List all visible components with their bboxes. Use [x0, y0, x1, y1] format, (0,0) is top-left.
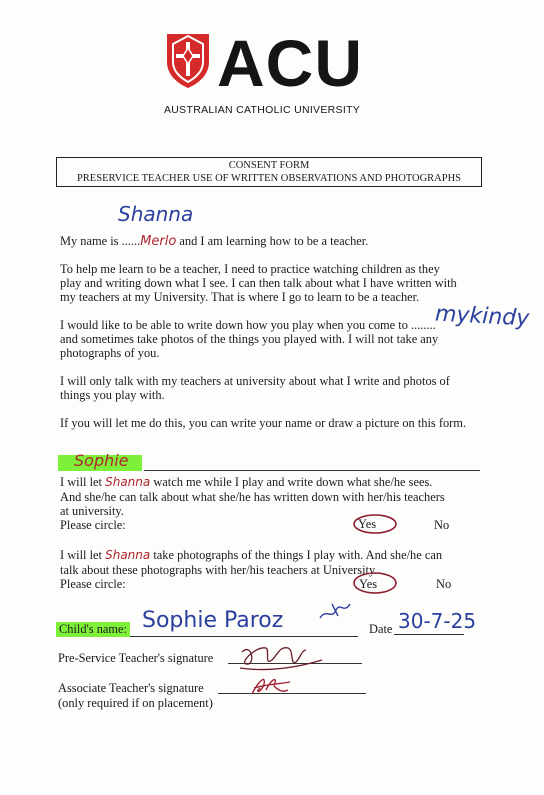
- no-option-2[interactable]: No: [436, 577, 452, 591]
- associate-signature-label: Associate Teacher's signature: [58, 681, 204, 695]
- handwritten-child-first-name: Sophie: [74, 451, 129, 470]
- obs-suffix: watch me while I play and write down what she/he sees.: [150, 475, 433, 489]
- shield-icon: [165, 32, 211, 90]
- para3-line3: photographs of you.: [60, 346, 160, 360]
- obs-line1: [60, 475, 432, 490]
- logo-subtitle: AUSTRALIAN CATHOLIC UNIVERSITY: [164, 104, 361, 116]
- logo-wordmark: ACU: [217, 26, 363, 100]
- obs-line2: And she/he can talk about what she/he has written down with her/his teachers: [60, 490, 445, 504]
- handwritten-last-name: Merlo: [140, 234, 177, 249]
- date-handwritten: 30-7-25: [398, 609, 477, 633]
- associate-note: (only required if on placement): [58, 696, 213, 710]
- preservice-signature-label: Pre-Service Teacher's signature: [58, 651, 214, 665]
- associate-signature-image: [244, 670, 294, 700]
- please-circle-label: Please circle:: [60, 518, 126, 532]
- child-name-label: Child's name:: [59, 622, 127, 636]
- form-title: CONSENT FORM: [228, 160, 310, 171]
- obs-line3: at university.: [60, 504, 124, 518]
- yes-circle-mark: [352, 512, 398, 536]
- yes-option[interactable]: Yes: [358, 517, 377, 531]
- no-option[interactable]: No: [434, 518, 450, 532]
- name-sentence: [60, 234, 368, 249]
- yes-option-2[interactable]: Yes: [359, 577, 378, 591]
- photo-suffix: take photographs of the things I play with. And she/he can: [150, 548, 443, 562]
- child-name-handwritten: Sophie Paroz: [142, 608, 284, 633]
- photo-line1: [60, 548, 442, 563]
- please-circle-label-2: Please circle:: [60, 577, 126, 591]
- name-suffix: and I am learning how to be a teacher.: [176, 234, 369, 248]
- form-title-box: [56, 157, 482, 187]
- form-subtitle: PRESERVICE TEACHER USE OF WRITTEN OBSERVATIONS AND PHOTOGRAPHS: [76, 173, 462, 184]
- name-prefix: My name is ......: [60, 234, 141, 248]
- acu-logo: [164, 26, 385, 122]
- photo-line2: talk about these photographs with her/his teachers at University.: [60, 563, 378, 577]
- handwritten-first-name: Shanna: [118, 202, 194, 226]
- para3-line1: I would like to be able to write down how you play when you come to ........: [60, 318, 436, 332]
- para3-line2: and sometimes take photos of the things you played with. I will not take any: [60, 332, 439, 346]
- date-label: Date: [369, 622, 393, 636]
- obs-handwritten-name: Shanna: [105, 475, 151, 489]
- para2-line1: To help me learn to be a teacher, I need to practice watching children as they: [60, 262, 440, 276]
- para2-line2: play and writing down what I see. I can then talk about what I have written with: [60, 276, 457, 290]
- photo-handwritten-name: Shanna: [105, 548, 151, 562]
- yes-circle-mark-2: [352, 570, 398, 596]
- para2-line3: my teachers at my University. That is where I go to learn to be a teacher.: [60, 290, 420, 304]
- obs-prefix: I will let: [60, 475, 106, 489]
- child-drawing-mark: [318, 598, 352, 624]
- date-underline: [394, 634, 464, 635]
- preservice-signature-image: [236, 638, 326, 672]
- para4-line1: I will only talk with my teachers at university about what I write and photos of: [60, 374, 450, 388]
- para4-line2: things you play with.: [60, 388, 165, 402]
- name-underline: [144, 470, 480, 471]
- child-name-underline: [130, 636, 358, 637]
- handwritten-place: mykindy: [434, 301, 530, 332]
- para5: If you will let me do this, you can write your name or draw a picture on this form.: [60, 416, 467, 430]
- photo-prefix: I will let: [60, 548, 106, 562]
